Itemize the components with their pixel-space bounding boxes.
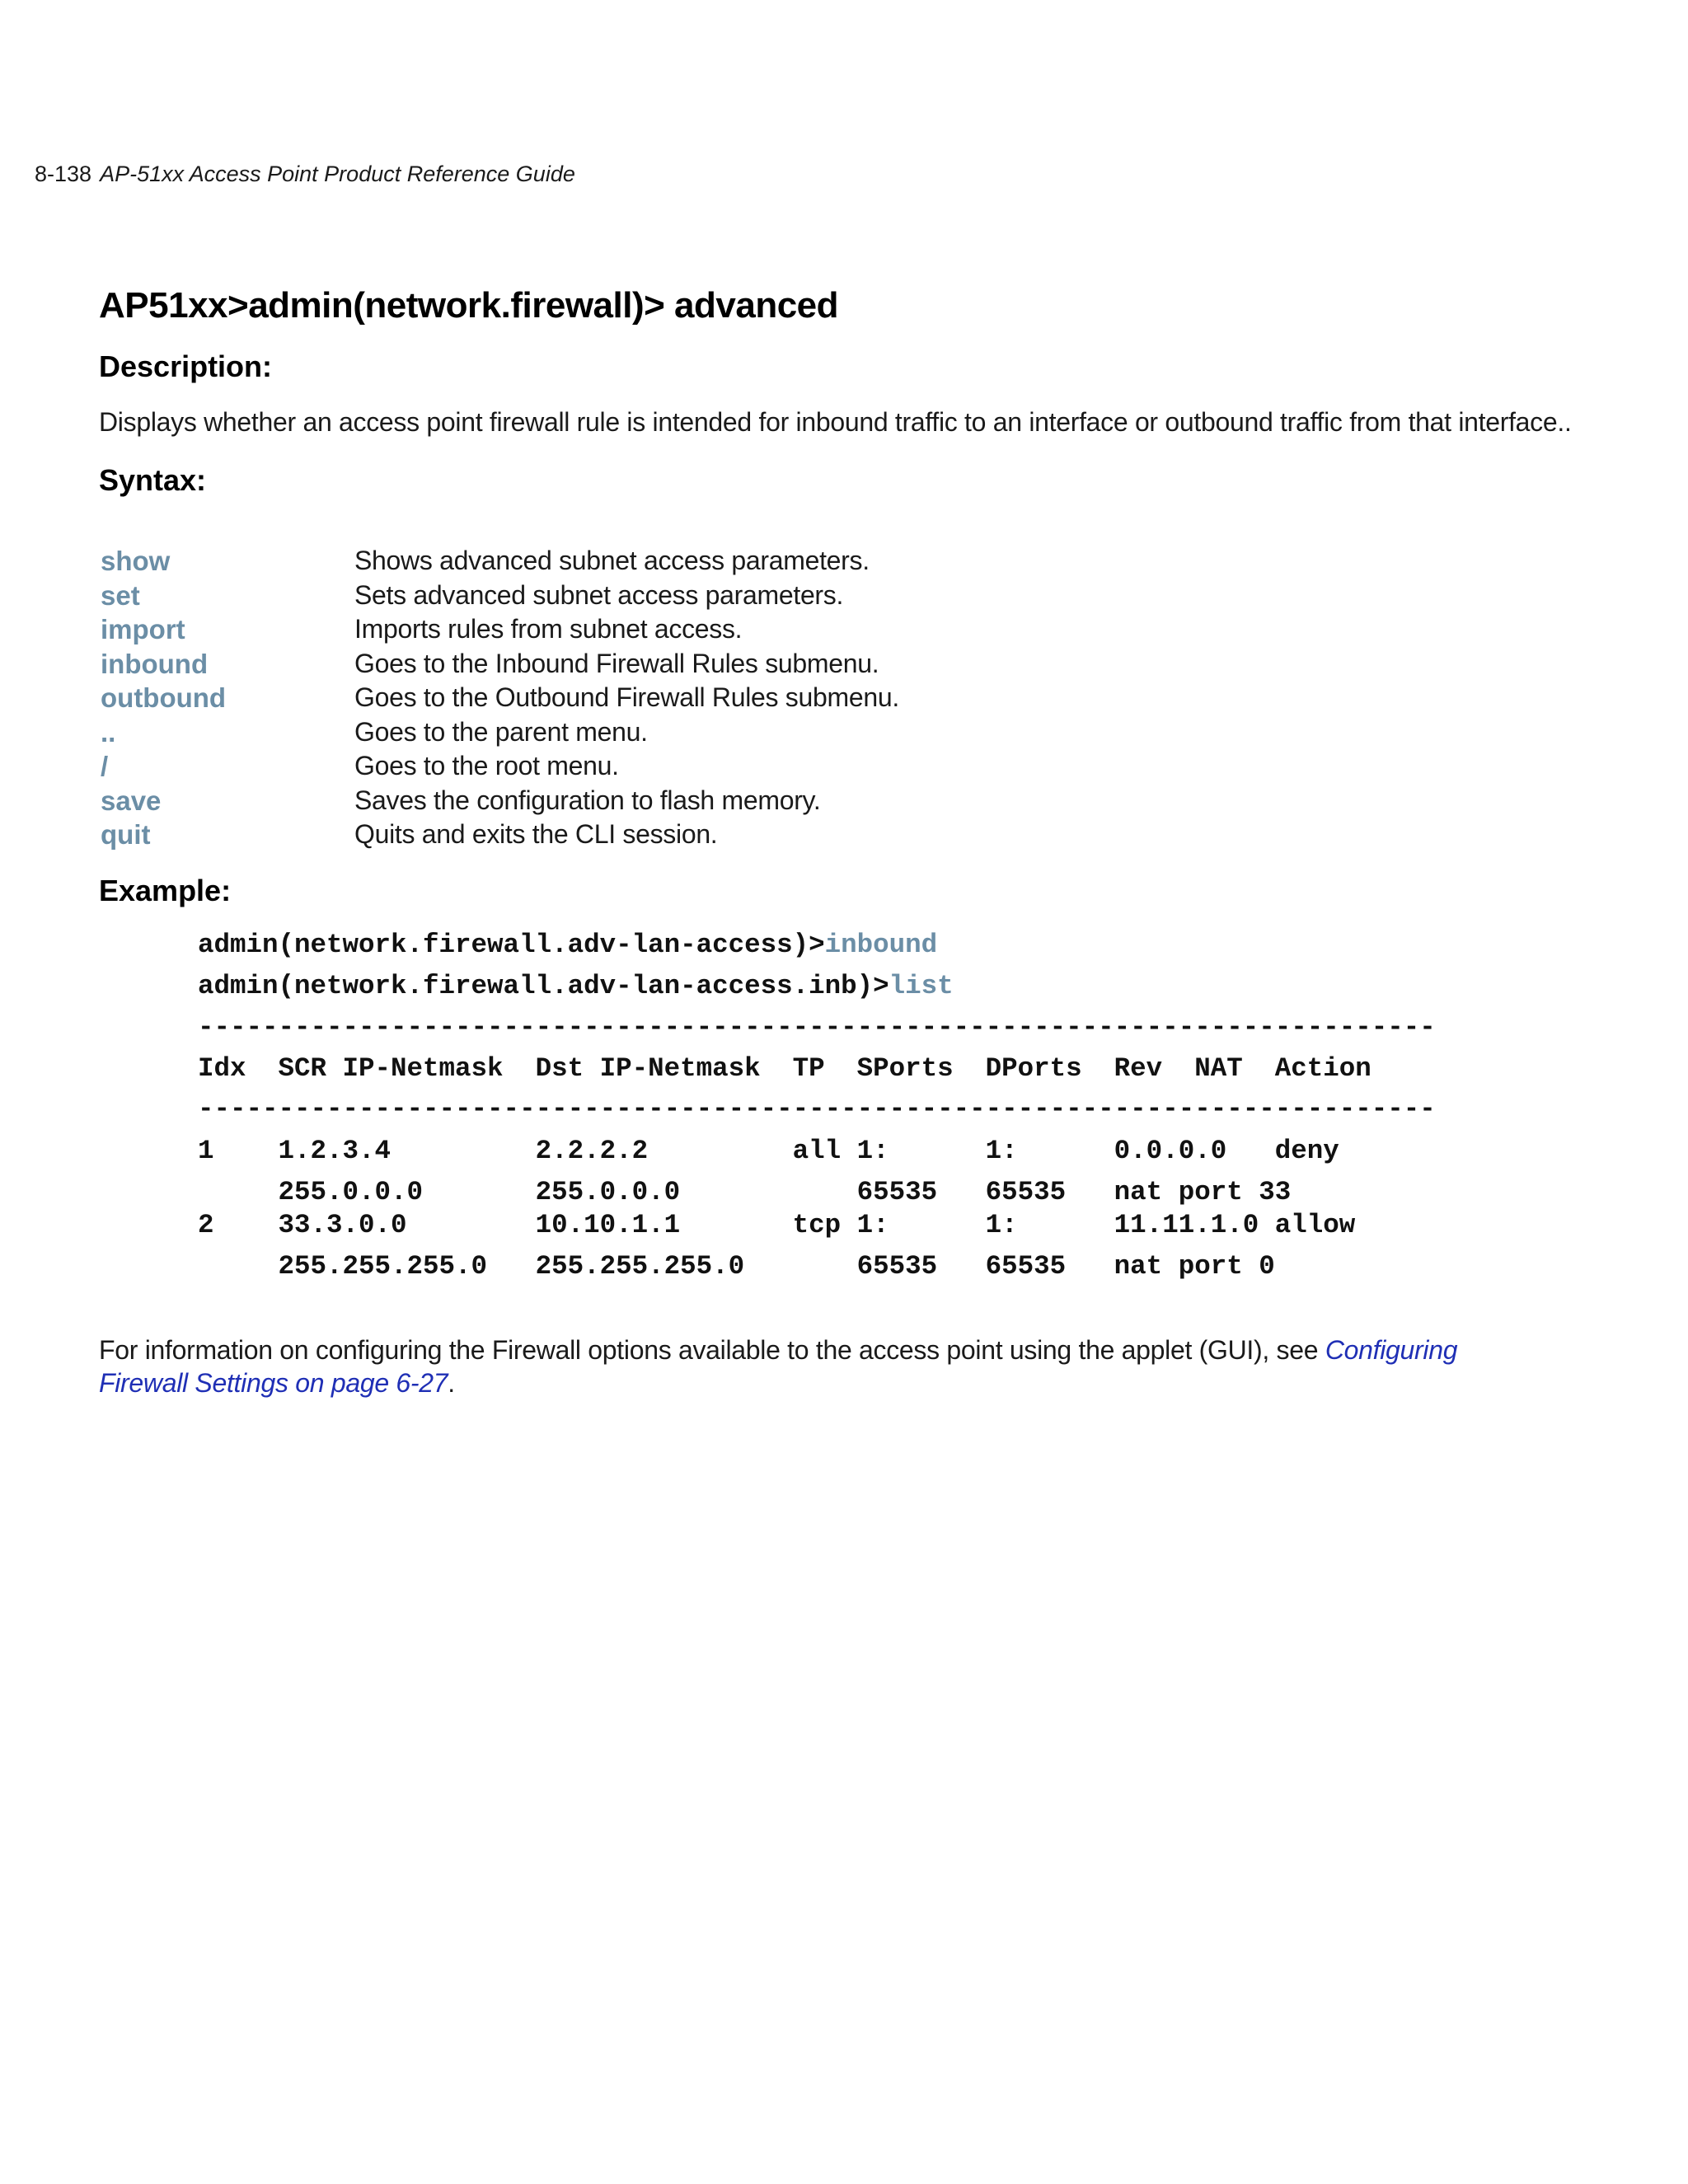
syntax-description: Goes to the Inbound Firewall Rules submenu. — [354, 648, 879, 678]
code-table-row: 255.255.255.0 255.255.255.0 65535 65535 nat port 0 — [198, 1251, 1275, 1282]
page-header — [35, 162, 575, 187]
cli-prompt: admin(network.firewall.adv-lan-access)> — [198, 930, 825, 960]
code-table-header: Idx SCR IP-Netmask Dst IP-Netmask TP SPorts DPorts Rev NAT Action — [198, 1053, 1372, 1084]
syntax-row-root — [99, 751, 1088, 785]
description-heading: Description: — [99, 349, 273, 383]
syntax-row-inbound — [99, 649, 1088, 683]
syntax-row-import — [99, 614, 1088, 649]
command-title: AP51xx>admin(network.firewall)> advanced — [99, 285, 839, 326]
syntax-description: Sets advanced subnet access parameters. — [354, 579, 844, 610]
syntax-row-parent — [99, 717, 1088, 752]
syntax-command: quit — [101, 819, 151, 850]
example-heading: Example: — [99, 874, 232, 907]
syntax-command: .. — [101, 716, 116, 748]
syntax-command: set — [101, 579, 140, 611]
code-line-prompt-2 — [198, 971, 954, 1001]
syntax-row-save — [99, 785, 1088, 820]
syntax-row-show — [99, 546, 1088, 580]
syntax-command: import — [101, 614, 185, 644]
syntax-description: Goes to the root menu. — [354, 751, 619, 780]
syntax-row-set — [99, 580, 1088, 615]
cli-prompt: admin(network.firewall.adv-lan-access.inb)> — [198, 971, 889, 1001]
syntax-command: save — [101, 785, 162, 816]
code-separator: ----------------------------------------------------------------------------- — [198, 1012, 1436, 1043]
syntax-row-outbound — [99, 682, 1088, 717]
cli-input: list — [889, 971, 954, 1001]
code-line-prompt-1 — [198, 930, 937, 960]
syntax-description: Shows advanced subnet access parameters. — [354, 546, 870, 575]
syntax-description: Goes to the Outbound Firewall Rules submenu. — [354, 682, 899, 712]
cross-reference-link[interactable]: Configuring Firewall Settings on page 6-27 — [99, 1335, 1458, 1398]
footer-trailing: . — [448, 1368, 455, 1398]
syntax-description: Goes to the parent menu. — [354, 716, 648, 747]
syntax-row-quit — [99, 819, 1088, 854]
code-table-row: 2 33.3.0.0 10.10.1.1 tcp 1: 1: 11.11.1.0 allow — [198, 1210, 1356, 1240]
book-title: AP-51xx Access Point Product Reference Guide — [100, 162, 575, 186]
syntax-description: Saves the configuration to flash memory. — [354, 785, 821, 815]
cli-input: inbound — [824, 930, 938, 960]
syntax-description: Quits and exits the CLI session. — [354, 819, 718, 849]
footer-text: For information on configuring the Firewall options available to the access point using the applet (GUI), see — [99, 1335, 1325, 1365]
syntax-description: Imports rules from subnet access. — [354, 614, 743, 644]
code-table-row: 255.0.0.0 255.0.0.0 65535 65535 nat port 33 — [198, 1177, 1292, 1207]
syntax-heading: Syntax: — [99, 463, 207, 497]
syntax-command: outbound — [101, 682, 227, 713]
code-separator: ----------------------------------------------------------------------------- — [198, 1094, 1436, 1124]
syntax-command: show — [101, 546, 171, 576]
code-table-row: 1 1.2.3.4 2.2.2.2 all 1: 1: 0.0.0.0 deny — [198, 1136, 1339, 1166]
footer-paragraph — [99, 1333, 1500, 1399]
description-text: Displays whether an access point firewall rule is intended for inbound traffic to an interface or outbound traffic from that interface.. — [99, 407, 1572, 437]
syntax-command: inbound — [101, 648, 209, 679]
syntax-command: / — [101, 751, 109, 781]
page-number: 8-138 — [35, 162, 92, 186]
